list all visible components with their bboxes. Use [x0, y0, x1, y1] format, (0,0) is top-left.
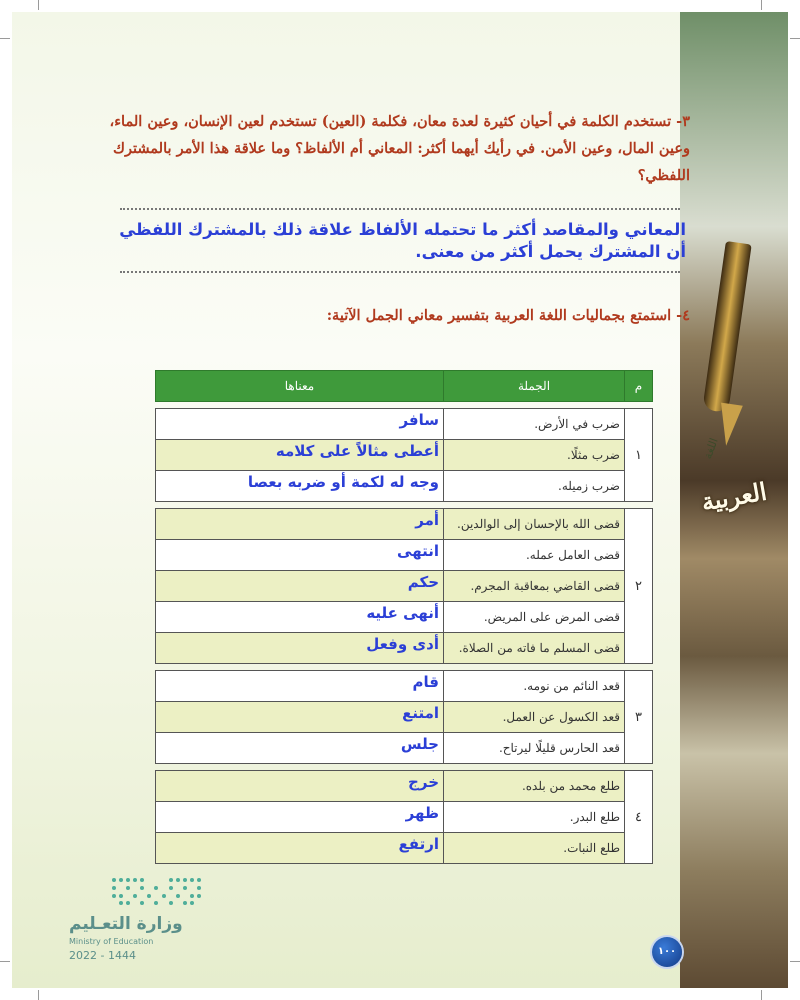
table-row: [156, 571, 653, 602]
header-sentence: الجملة: [444, 371, 625, 402]
crop-mark: [761, 0, 762, 10]
table-row: [156, 440, 653, 471]
banner-subtitle: اللغة: [701, 436, 721, 461]
table-row: [156, 509, 653, 540]
sentence-cell: طلع محمد من بلده.: [444, 771, 625, 802]
crop-mark: [0, 38, 10, 39]
meaning-cell: ارتفع: [156, 833, 444, 864]
table-row: [156, 771, 653, 802]
table-row: [156, 802, 653, 833]
crop-mark: [790, 38, 800, 39]
meaning-cell: امتنع: [156, 702, 444, 733]
sentence-cell: طلع النبات.: [444, 833, 625, 864]
sentence-cell: قضى المسلم ما فاته من الصلاة.: [444, 633, 625, 664]
decorative-side-banner: [680, 12, 788, 988]
sentence-cell: قعد الكسول عن العمل.: [444, 702, 625, 733]
ministry-name-arabic: وزارة التعـليم: [69, 914, 183, 934]
sentence-cell: قضى العامل عمله.: [444, 540, 625, 571]
sentence-cell: ضرب في الأرض.: [444, 409, 625, 440]
table-row: [156, 471, 653, 502]
meaning-cell: أمر: [156, 509, 444, 540]
meaning-cell: سافر: [156, 409, 444, 440]
header-meaning: معناها: [156, 371, 444, 402]
pen-nib-icon: [715, 403, 743, 448]
group-number: ٢: [625, 509, 653, 664]
meaning-cell: خرج: [156, 771, 444, 802]
header-num: م: [625, 371, 653, 402]
crop-mark: [38, 990, 39, 1000]
sentence-cell: قضى الله بالإحسان إلى الوالدين.: [444, 509, 625, 540]
meaning-cell: انتهى: [156, 540, 444, 571]
sentence-cell: قعد النائم من نومه.: [444, 671, 625, 702]
group-number: ١: [625, 409, 653, 502]
meaning-cell: ظهر: [156, 802, 444, 833]
group-number: ٤: [625, 771, 653, 864]
banner-title: العربية: [699, 476, 769, 517]
ministry-logo-icon: [109, 874, 204, 908]
group-number: ٣: [625, 671, 653, 764]
meaning-cell: أنهى عليه: [156, 602, 444, 633]
meaning-cell: وجه له لكمة أو ضربه بعصا: [156, 471, 444, 502]
ministry-year: 2022 - 1444: [69, 949, 136, 962]
textbook-page: [12, 12, 788, 988]
crop-mark: [761, 990, 762, 1000]
table-header-row: [156, 371, 653, 402]
sentence-cell: ضرب مثلًا.: [444, 440, 625, 471]
question-4-text: ٤- استمتع بجماليات اللغة العربية بتفسير معاني الجمل الآتية:: [326, 307, 690, 324]
table-row: [156, 633, 653, 664]
table-row: [156, 733, 653, 764]
meaning-cell: حكم: [156, 571, 444, 602]
question-3-text: ٣- تستخدم الكلمة في أحيان كثيرة لعدة معان، فكلمة (العين) تستخدم لعين الإنسان، وعين الماء، وعين المال، وعين الأمن. في رأيك أيهما أكثر: المعاني أم الألفاظ؟ وما علاقة هذا الأمر بالمشترك اللفظي؟: [109, 113, 690, 184]
sentence-cell: طلع البدر.: [444, 802, 625, 833]
crop-mark: [790, 961, 800, 962]
crop-mark: [0, 961, 10, 962]
sentence-cell: قضى المرض على المريض.: [444, 602, 625, 633]
sentence-cell: قضى القاضي بمعاقبة المجرم.: [444, 571, 625, 602]
table-row: [156, 833, 653, 864]
meaning-cell: أعطى مثالاً على كلامه: [156, 440, 444, 471]
page-number-badge: ١٠٠: [652, 937, 682, 967]
meaning-cell: أدى وفعل: [156, 633, 444, 664]
table-row: [156, 671, 653, 702]
table-row: [156, 409, 653, 440]
table-row: [156, 540, 653, 571]
meaning-cell: جلس: [156, 733, 444, 764]
ministry-name-english: Ministry of Education: [69, 937, 154, 946]
answer-dotted-line-bottom: [120, 271, 680, 273]
sentence-cell: ضرب زميله.: [444, 471, 625, 502]
meanings-table: [155, 370, 653, 864]
answer-dotted-line-top: [120, 208, 680, 210]
meaning-cell: قام: [156, 671, 444, 702]
question-3-answer: المعاني والمقاصد أكثر ما تحتمله الألفاظ علاقة ذلك بالمشترك اللفظي أن المشترك يحمل أكثر من معنى.: [119, 220, 686, 261]
sentence-cell: قعد الحارس قليلًا ليرتاح.: [444, 733, 625, 764]
table-row: [156, 602, 653, 633]
fountain-pen-icon: [702, 241, 751, 413]
table-row: [156, 702, 653, 733]
crop-mark: [38, 0, 39, 10]
